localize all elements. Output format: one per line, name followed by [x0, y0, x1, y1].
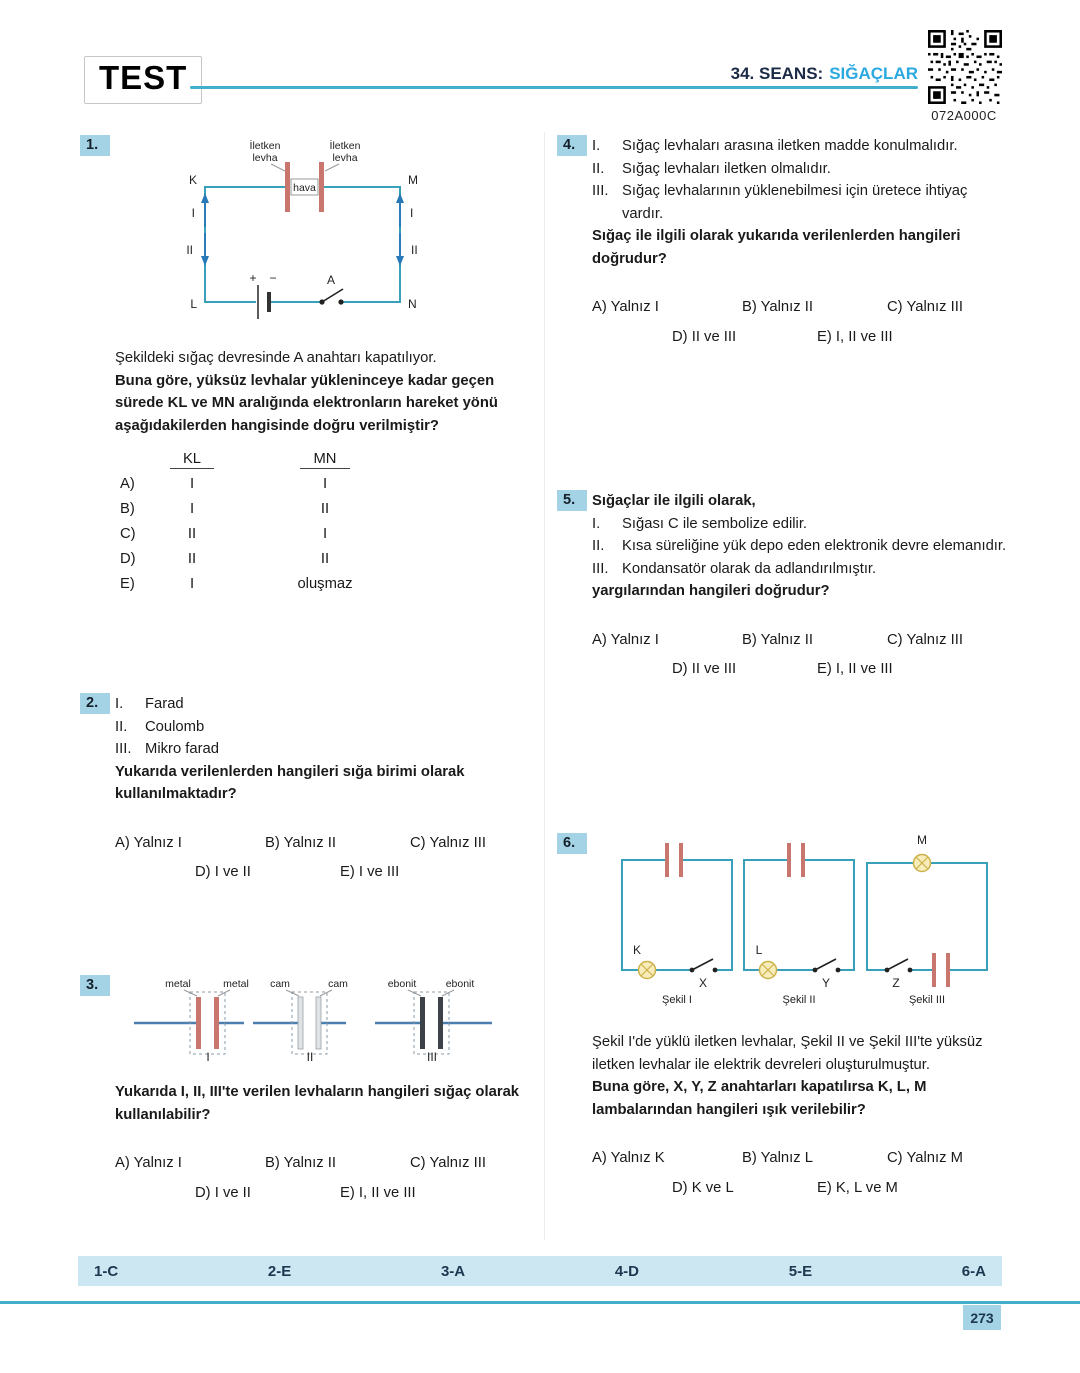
qr-code — [928, 30, 1002, 104]
node-label-L: L — [190, 297, 197, 311]
roman-I: I — [206, 1050, 210, 1064]
option-a: A) Yalnız I — [592, 299, 659, 315]
hava-label: hava — [293, 182, 316, 194]
q3-stem-bold: Yukarıda I, II, III'te verilen levhaların hangileri sığaç olarak kullanılabilir? — [115, 1084, 520, 1123]
q1-circuit-diagram — [145, 137, 495, 335]
answer-key-bar — [78, 1256, 1002, 1286]
footer-divider-line — [0, 1301, 1080, 1304]
option-b: B) Yalnız II — [265, 834, 337, 851]
answer-1: 1-C — [94, 1262, 119, 1280]
question-5 — [557, 490, 1009, 681]
caption-sekil-1: Şekil I — [662, 994, 692, 1006]
options-row-1 — [115, 1152, 538, 1175]
option-d: D) I ve II — [195, 1184, 251, 1201]
col-header-kl: KL — [170, 451, 214, 469]
node-label-M: M — [408, 173, 418, 187]
question-6 — [557, 833, 1009, 1199]
session-title — [560, 64, 918, 84]
switch-A-icon — [319, 273, 343, 305]
lamp-label-K: K — [632, 943, 642, 957]
option-c: C) Yalnız III — [410, 1155, 486, 1171]
capacitor-ebonit — [375, 978, 492, 1064]
table-row: C) II I — [120, 526, 328, 543]
node-label-N: N — [408, 297, 417, 311]
booklet-code: 072A000C — [931, 108, 997, 123]
options-row-2 — [195, 1182, 538, 1205]
battery-icon — [249, 271, 276, 319]
test-title: TEST — [84, 56, 202, 104]
options-row-1 — [592, 629, 1009, 652]
roman-item: I. Farad — [115, 696, 184, 712]
q1-stem-bold: Buna göre, yüksüz levhalar yükleninceye kadar geçen sürede KL ve MN aralığında elektronların hareket yönü aşağıdakilerden hangisinde doğru verilmiştir? — [115, 372, 498, 434]
header-divider-line — [190, 86, 918, 89]
answer-5: 5-E — [788, 1262, 813, 1280]
option-e: E) I, II ve III — [817, 661, 893, 677]
table-row: B) I II — [120, 501, 330, 518]
answer-4: 4-D — [614, 1262, 640, 1280]
svg-text:ebonit: ebonit — [387, 978, 417, 990]
lamp-label-M: M — [917, 835, 927, 847]
lamp-label-L: L — [755, 943, 763, 957]
q1-answer-table — [120, 447, 538, 597]
question-2-number: 2. — [80, 693, 110, 714]
page-number: 273 — [963, 1305, 1001, 1330]
question-3-number: 3. — [80, 975, 110, 996]
option-e: E) I, II ve III — [340, 1184, 416, 1201]
svg-text:ebonit: ebonit — [445, 978, 475, 990]
roman-item: III. Sığaç levhalarının yüklenebilmesi için üretece ihtiyaç vardır. — [592, 183, 968, 222]
roman-item: III. Kondansatör olarak da adlandırılmıştır. — [592, 560, 877, 577]
option-d: D) II ve III — [672, 661, 737, 677]
session-topic: SIĞAÇLAR — [829, 64, 918, 83]
q6-circuits-diagram — [610, 835, 1002, 1015]
roman-II: II — [306, 1050, 314, 1064]
q3-plates-diagram — [120, 977, 520, 1065]
option-c: C) Yalnız III — [410, 834, 486, 851]
caption-sekil-2: Şekil II — [782, 994, 816, 1006]
question-5-number: 5. — [557, 490, 587, 511]
capacitor-icon — [285, 162, 324, 212]
answer-3: 3-A — [440, 1262, 466, 1280]
plate-label-right: İletken — [329, 140, 361, 152]
option-d: D) I ve II — [195, 864, 251, 880]
question-4 — [557, 135, 1009, 348]
roman-III: III — [426, 1050, 438, 1064]
q5-stem-bold: yargılarından hangileri doğrudur? — [592, 583, 830, 599]
svg-text:−: − — [269, 271, 277, 285]
options-row-2 — [672, 1177, 1009, 1200]
answer-6: 6-A — [961, 1262, 986, 1280]
option-d: D) K ve L — [672, 1179, 734, 1196]
option-a: A) Yalnız K — [592, 1150, 665, 1166]
roman-item: II. Sığaç levhaları iletken olmalıdır. — [592, 160, 831, 177]
options-row-2 — [195, 861, 538, 884]
option-c: C) Yalnız III — [887, 299, 963, 315]
switch-X-icon — [692, 959, 713, 970]
question-1-number: 1. — [80, 135, 110, 156]
roman-item: I. Sığaç levhaları arasına iletken madde konulmalıdır. — [592, 138, 958, 154]
circuit-sekil-2 — [744, 843, 854, 1006]
option-a: A) Yalnız I — [592, 631, 659, 648]
roman-item: II. Coulomb — [115, 718, 205, 735]
option-c: C) Yalnız III — [887, 631, 963, 648]
options-row-1 — [592, 1147, 1009, 1170]
circuit-sekil-1 — [622, 843, 732, 1006]
question-3 — [80, 975, 538, 1204]
roman-item: I. Sığası C ile sembolize edilir. — [592, 515, 808, 532]
option-a: A) Yalnız I — [115, 1155, 182, 1171]
column-divider — [544, 132, 545, 1240]
svg-text:levha: levha — [332, 152, 358, 164]
answer-2: 2-E — [267, 1262, 292, 1280]
switch-Y-icon — [815, 959, 836, 970]
plate-label-left: İletken — [249, 140, 281, 152]
svg-text:I: I — [191, 206, 195, 220]
switch-label-Z: Z — [892, 976, 900, 990]
question-1 — [80, 135, 538, 597]
q6-stem-bold: Buna göre, X, Y, Z anahtarları kapatılırsa K, L, M lambalarından hangileri ışık verilebilir? — [592, 1079, 927, 1118]
q2-stem-bold: Yukarıda verilenlerden hangileri sığa birimi olarak kullanılmaktadır? — [115, 763, 465, 802]
option-a: A) Yalnız I — [115, 834, 182, 851]
label-pointer — [325, 164, 339, 171]
session-label: 34. SEANS: — [730, 64, 824, 83]
svg-text:cam: cam — [328, 978, 348, 990]
option-e: E) K, L ve M — [817, 1179, 898, 1196]
question-4-number: 4. — [557, 135, 587, 156]
label-pointer — [271, 164, 285, 171]
svg-text:levha: levha — [252, 152, 278, 164]
question-2 — [80, 693, 538, 884]
roman-item: III. Mikro farad — [115, 741, 220, 757]
q1-stem: Şekildeki sığaç devresinde A anahtarı kapatılıyor. — [115, 350, 437, 366]
option-b: B) Yalnız II — [265, 1155, 337, 1171]
option-e: E) I ve III — [340, 864, 400, 880]
table-row: D) II II — [120, 551, 330, 568]
switch-A-label: A — [326, 273, 336, 287]
q6-stem: Şekil I'de yüklü iletken levhalar, Şekil II ve Şekil III'te yüksüz iletken levhalar ile elektrik devreleri oluşturulmuştur. — [592, 1034, 983, 1073]
svg-text:II: II — [186, 243, 193, 257]
svg-text:I: I — [410, 206, 414, 220]
svg-text:cam: cam — [270, 978, 290, 990]
capacitor-cam — [253, 978, 348, 1064]
option-b: B) Yalnız L — [742, 1150, 814, 1166]
roman-item: II. Kısa süreliğine yük depo eden elektronik devre elemanıdır. — [592, 538, 1007, 554]
option-d: D) II ve III — [672, 328, 737, 345]
svg-text:+: + — [249, 271, 257, 285]
q5-intro-bold: Sığaçlar ile ilgili olarak, — [592, 493, 756, 509]
options-row-1 — [592, 296, 1009, 319]
option-e: E) I, II ve III — [817, 328, 893, 345]
option-b: B) Yalnız II — [742, 299, 814, 315]
svg-text:II: II — [411, 243, 418, 257]
switch-Z-icon — [887, 959, 908, 970]
switch-label-Y: Y — [821, 976, 831, 990]
table-row: E) I oluşmaz — [120, 576, 353, 593]
option-b: B) Yalnız II — [742, 631, 814, 648]
question-6-number: 6. — [557, 833, 587, 854]
caption-sekil-3: Şekil III — [908, 994, 946, 1006]
option-c: C) Yalnız M — [887, 1150, 963, 1166]
svg-text:metal: metal — [223, 978, 249, 990]
table-row: A) I I — [120, 476, 328, 493]
switch-label-X: X — [698, 976, 708, 990]
circuit-wire — [324, 187, 400, 302]
circuit-sekil-3 — [867, 835, 987, 1006]
svg-text:metal: metal — [165, 978, 191, 990]
node-label-K: K — [188, 173, 197, 187]
col-header-mn: MN — [300, 451, 349, 469]
options-row-1 — [115, 832, 538, 855]
capacitor-metal — [134, 978, 249, 1064]
table-header-row — [120, 447, 538, 472]
options-row-2 — [672, 658, 1009, 681]
q4-stem-bold: Sığaç ile ilgili olarak yukarıda verilenlerden hangileri doğrudur? — [592, 228, 961, 267]
options-row-2 — [672, 326, 1009, 349]
